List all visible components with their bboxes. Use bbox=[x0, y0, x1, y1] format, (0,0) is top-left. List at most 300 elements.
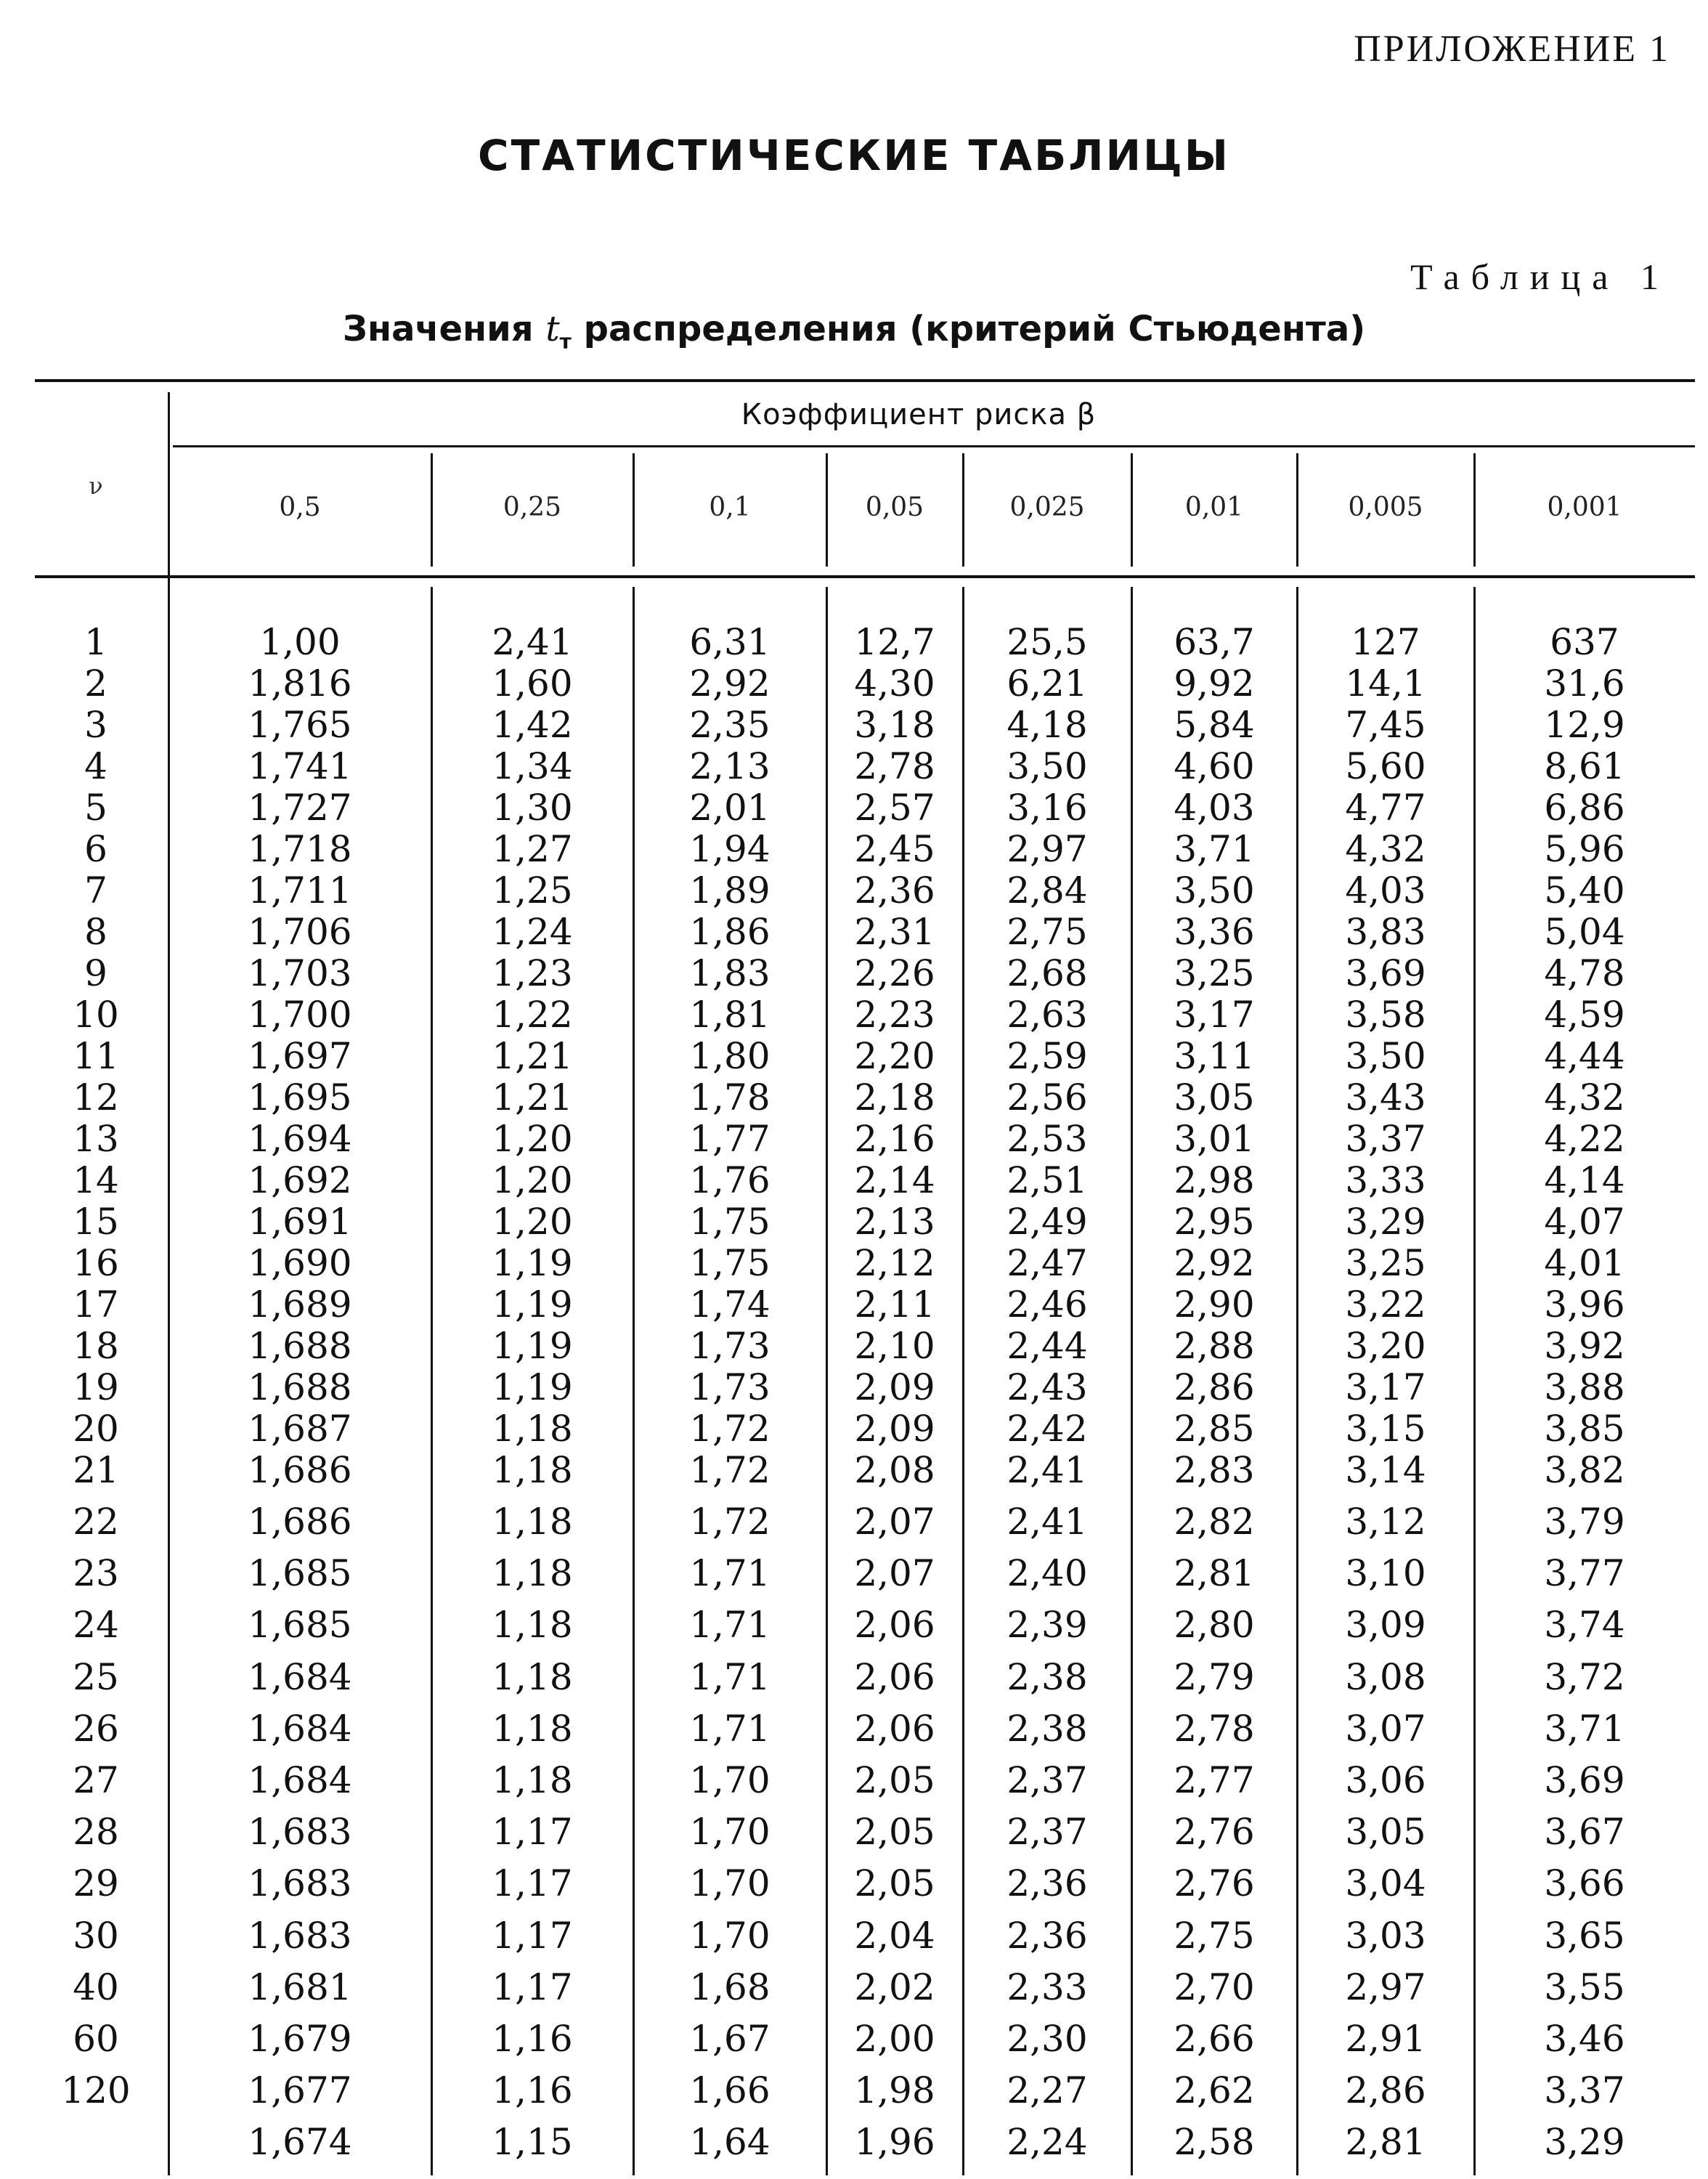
table-cell: 2,66 bbox=[1174, 2018, 1255, 2060]
table-cell: 1,60 bbox=[492, 662, 573, 705]
table-cell: 31,6 bbox=[1544, 662, 1625, 705]
table-cell: 1,19 bbox=[492, 1242, 573, 1284]
table-cell: 2,00 bbox=[854, 2018, 935, 2060]
table-cell: 3,36 bbox=[1174, 911, 1255, 953]
table-cell: 63,7 bbox=[1174, 621, 1255, 663]
table-cell: 1,81 bbox=[689, 994, 770, 1036]
table-cell: 2,47 bbox=[1006, 1242, 1088, 1284]
table-cell: 2,18 bbox=[854, 1076, 935, 1119]
table-cell: 2,80 bbox=[1174, 1604, 1255, 1647]
table-cell: 1,98 bbox=[854, 2069, 935, 2112]
table-cell: 3,05 bbox=[1174, 1076, 1255, 1119]
table-cell: 12,7 bbox=[854, 621, 935, 663]
table-cell: 3,92 bbox=[1544, 1325, 1625, 1367]
risk-coefficient-header: Коэффициент риска β bbox=[741, 398, 1097, 431]
table-cell: 2,10 bbox=[854, 1325, 935, 1367]
table-cell: 2,37 bbox=[1006, 1811, 1088, 1854]
table-cell: 1,67 bbox=[689, 2018, 770, 2060]
table-cell: 1,34 bbox=[492, 745, 573, 787]
table-cell: 2,86 bbox=[1345, 2069, 1426, 2112]
table-cell: 2,62 bbox=[1174, 2069, 1255, 2112]
table-cell: 2,43 bbox=[1006, 1366, 1088, 1408]
table-cell: 3,58 bbox=[1345, 994, 1426, 1036]
table-cell: 2,82 bbox=[1174, 1501, 1255, 1543]
table-cell: 5,40 bbox=[1544, 869, 1625, 912]
table-cell: 1,683 bbox=[248, 1914, 352, 1957]
column-header: 0,005 bbox=[1348, 492, 1423, 522]
appendix-label: ПРИЛОЖЕНИЕ 1 bbox=[1354, 28, 1670, 70]
row-label: 11 bbox=[73, 1035, 119, 1077]
table-cell: 3,25 bbox=[1174, 952, 1255, 994]
caption-text-after: распределения (критерий Стьюдента) bbox=[571, 309, 1366, 349]
table-cell: 3,77 bbox=[1544, 1552, 1625, 1595]
table-cell: 1,89 bbox=[689, 869, 770, 912]
table-cell: 1,75 bbox=[689, 1201, 770, 1243]
table-cell: 1,684 bbox=[248, 1707, 352, 1750]
table-cell: 2,24 bbox=[1006, 2121, 1088, 2164]
table-cell: 2,81 bbox=[1174, 1552, 1255, 1595]
table-cell: 3,10 bbox=[1345, 1552, 1426, 1595]
table-cell: 3,50 bbox=[1174, 869, 1255, 912]
table-cell: 3,29 bbox=[1345, 1201, 1426, 1243]
table-cell: 3,37 bbox=[1544, 2069, 1625, 2112]
table-cell: 2,33 bbox=[1006, 1965, 1088, 2008]
table-cell: 2,49 bbox=[1006, 1201, 1088, 1243]
table-cell: 3,03 bbox=[1345, 1914, 1426, 1957]
table-cell: 3,14 bbox=[1345, 1449, 1426, 1491]
table-cell: 2,78 bbox=[854, 745, 935, 787]
table-cell: 2,07 bbox=[854, 1552, 935, 1595]
table-cell: 4,32 bbox=[1544, 1076, 1625, 1119]
table-cell: 2,58 bbox=[1174, 2121, 1255, 2164]
table-cell: 1,42 bbox=[492, 704, 573, 746]
row-label: 23 bbox=[73, 1552, 119, 1595]
column-header: 0,05 bbox=[865, 492, 924, 522]
row-label: 3 bbox=[84, 704, 107, 746]
table-cell: 3,04 bbox=[1345, 1862, 1426, 1905]
table-cell: 3,07 bbox=[1345, 1707, 1426, 1750]
table-cell: 2,07 bbox=[854, 1501, 935, 1543]
table-cell: 3,67 bbox=[1544, 1811, 1625, 1854]
table-cell: 9,92 bbox=[1174, 662, 1255, 705]
row-label: 12 bbox=[73, 1076, 119, 1119]
table-cell: 3,22 bbox=[1345, 1283, 1426, 1326]
table-cell: 3,11 bbox=[1174, 1035, 1255, 1077]
table-cell: 127 bbox=[1351, 621, 1420, 663]
table-cell: 3,65 bbox=[1544, 1914, 1625, 1957]
table-cell: 3,16 bbox=[1006, 787, 1088, 829]
table-cell: 1,75 bbox=[689, 1242, 770, 1284]
table-cell: 2,23 bbox=[854, 994, 935, 1036]
table-cell: 2,70 bbox=[1174, 1965, 1255, 2008]
table-cell: 2,76 bbox=[1174, 1811, 1255, 1854]
table-cell: 2,84 bbox=[1006, 869, 1088, 912]
column-header: 0,01 bbox=[1184, 492, 1244, 522]
table-cell: 1,25 bbox=[492, 869, 573, 912]
table-cell: 4,01 bbox=[1544, 1242, 1625, 1284]
table-cell: 1,18 bbox=[492, 1604, 573, 1647]
table-cell: 3,29 bbox=[1544, 2121, 1625, 2164]
table-cell: 1,718 bbox=[248, 828, 352, 870]
table-cell: 1,68 bbox=[689, 1965, 770, 2008]
table-cell: 1,684 bbox=[248, 1655, 352, 1698]
table-cell: 1,685 bbox=[248, 1552, 352, 1595]
table-cell: 1,683 bbox=[248, 1811, 352, 1854]
table-cell: 1,96 bbox=[854, 2121, 935, 2164]
table-cell: 2,57 bbox=[854, 787, 935, 829]
table-cell: 2,59 bbox=[1006, 1035, 1088, 1077]
column-header: 0,1 bbox=[709, 492, 751, 522]
table-cell: 1,20 bbox=[492, 1118, 573, 1160]
table-cell: 1,21 bbox=[492, 1035, 573, 1077]
row-label: 17 bbox=[73, 1283, 119, 1326]
table-cell: 1,30 bbox=[492, 787, 573, 829]
table-cell: 3,06 bbox=[1345, 1759, 1426, 1801]
table-cell: 1,71 bbox=[689, 1552, 770, 1595]
table-cell: 12,9 bbox=[1544, 704, 1625, 746]
table-cell: 1,17 bbox=[492, 1965, 573, 2008]
table-cell: 3,82 bbox=[1544, 1449, 1625, 1491]
table-cell: 1,674 bbox=[248, 2121, 352, 2164]
column-header: 0,25 bbox=[503, 492, 562, 522]
table-cell: 3,69 bbox=[1544, 1759, 1625, 1801]
table-cell: 2,88 bbox=[1174, 1325, 1255, 1367]
row-label: 15 bbox=[73, 1201, 119, 1243]
table-cell: 1,20 bbox=[492, 1159, 573, 1201]
table-cell: 1,681 bbox=[248, 1965, 352, 2008]
table-cell: 3,20 bbox=[1345, 1325, 1426, 1367]
table-cell: 2,35 bbox=[689, 704, 770, 746]
table-cell: 1,686 bbox=[248, 1501, 352, 1543]
row-label: 28 bbox=[73, 1811, 119, 1854]
table-cell: 2,92 bbox=[689, 662, 770, 705]
row-label: 27 bbox=[73, 1759, 119, 1801]
table-cell: 2,26 bbox=[854, 952, 935, 994]
table-cell: 2,31 bbox=[854, 911, 935, 953]
table-cell: 1,23 bbox=[492, 952, 573, 994]
table-cell: 1,679 bbox=[248, 2018, 352, 2060]
table-cell: 25,5 bbox=[1006, 621, 1088, 663]
table-cell: 2,40 bbox=[1006, 1552, 1088, 1595]
table-cell: 3,72 bbox=[1544, 1655, 1625, 1698]
table-cell: 2,90 bbox=[1174, 1283, 1255, 1326]
row-label: 18 bbox=[73, 1325, 119, 1367]
table-cell: 1,83 bbox=[689, 952, 770, 994]
table-cell: 1,72 bbox=[689, 1449, 770, 1491]
table-cell: 1,18 bbox=[492, 1408, 573, 1450]
table-cell: 3,74 bbox=[1544, 1604, 1625, 1647]
table-cell: 1,24 bbox=[492, 911, 573, 953]
table-cell: 1,692 bbox=[248, 1159, 352, 1201]
caption-subscript: т bbox=[559, 329, 572, 354]
table-cell: 1,66 bbox=[689, 2069, 770, 2112]
table-cell: 3,09 bbox=[1345, 1604, 1426, 1647]
table-cell: 1,80 bbox=[689, 1035, 770, 1077]
table-cell: 2,04 bbox=[854, 1914, 935, 1957]
row-label: 29 bbox=[73, 1862, 119, 1905]
row-label: 4 bbox=[84, 745, 107, 787]
table-cell: 1,741 bbox=[248, 745, 352, 787]
table-cell: 1,22 bbox=[492, 994, 573, 1036]
table-cell: 2,53 bbox=[1006, 1118, 1088, 1160]
table-cell: 3,96 bbox=[1544, 1283, 1625, 1326]
table-cell: 4,14 bbox=[1544, 1159, 1625, 1201]
table-cell: 1,691 bbox=[248, 1201, 352, 1243]
table-cell: 3,50 bbox=[1345, 1035, 1426, 1077]
table-cell: 1,690 bbox=[248, 1242, 352, 1284]
table-cell: 2,09 bbox=[854, 1408, 935, 1450]
table-cell: 637 bbox=[1550, 621, 1619, 663]
row-label: 20 bbox=[73, 1408, 119, 1450]
table-cell: 2,41 bbox=[1006, 1501, 1088, 1543]
table-cell: 1,677 bbox=[248, 2069, 352, 2112]
table-cell: 2,02 bbox=[854, 1965, 935, 2008]
table-cell: 2,77 bbox=[1174, 1759, 1255, 1801]
table-cell: 1,70 bbox=[689, 1811, 770, 1854]
table-cell: 2,13 bbox=[689, 745, 770, 787]
table-cell: 2,97 bbox=[1345, 1965, 1426, 2008]
column-header: 0,5 bbox=[279, 492, 321, 522]
row-label: 19 bbox=[73, 1366, 119, 1408]
column-header: 0,001 bbox=[1547, 492, 1622, 522]
table-cell: 5,96 bbox=[1544, 828, 1625, 870]
row-label: 24 bbox=[73, 1604, 119, 1647]
table-cell: 3,50 bbox=[1006, 745, 1088, 787]
table-cell: 1,700 bbox=[248, 994, 352, 1036]
table-cell: 1,86 bbox=[689, 911, 770, 953]
table-cell: 3,83 bbox=[1345, 911, 1426, 953]
group-header-rule bbox=[173, 445, 1695, 447]
table-cell: 1,18 bbox=[492, 1552, 573, 1595]
table-cell: 2,36 bbox=[854, 869, 935, 912]
table-cell: 2,06 bbox=[854, 1655, 935, 1698]
table-cell: 5,04 bbox=[1544, 911, 1625, 953]
table-cell: 1,20 bbox=[492, 1201, 573, 1243]
table-cell: 3,18 bbox=[854, 704, 935, 746]
table-cell: 2,30 bbox=[1006, 2018, 1088, 2060]
table-cell: 1,17 bbox=[492, 1914, 573, 1957]
table-cell: 2,38 bbox=[1006, 1707, 1088, 1750]
table-cell: 1,94 bbox=[689, 828, 770, 870]
table-cell: 2,76 bbox=[1174, 1862, 1255, 1905]
row-label: 30 bbox=[73, 1914, 119, 1957]
table-cell: 2,91 bbox=[1345, 2018, 1426, 2060]
table-cell: 2,20 bbox=[854, 1035, 935, 1077]
row-label: 5 bbox=[84, 787, 107, 829]
table-cell: 2,36 bbox=[1006, 1914, 1088, 1957]
table-cell: 8,61 bbox=[1544, 745, 1625, 787]
table-cell: 1,15 bbox=[492, 2121, 573, 2164]
table-cell: 4,60 bbox=[1174, 745, 1255, 787]
table-cell: 3,71 bbox=[1174, 828, 1255, 870]
row-label: 21 bbox=[73, 1449, 119, 1491]
table-cell: 2,05 bbox=[854, 1811, 935, 1854]
table-cell: 2,36 bbox=[1006, 1862, 1088, 1905]
table-cell: 2,92 bbox=[1174, 1242, 1255, 1284]
table-cell: 1,00 bbox=[259, 621, 341, 663]
table-cell: 3,79 bbox=[1544, 1501, 1625, 1543]
table-cell: 2,05 bbox=[854, 1759, 935, 1801]
table-cell: 1,18 bbox=[492, 1707, 573, 1750]
table-cell: 2,75 bbox=[1174, 1914, 1255, 1957]
row-label: 26 bbox=[73, 1707, 119, 1750]
table-cell: 2,44 bbox=[1006, 1325, 1088, 1367]
table-cell: 2,38 bbox=[1006, 1655, 1088, 1698]
degrees-of-freedom-header: ν bbox=[89, 472, 103, 500]
table-cell: 3,12 bbox=[1345, 1501, 1426, 1543]
table-cell: 1,72 bbox=[689, 1408, 770, 1450]
table-cell: 3,17 bbox=[1174, 994, 1255, 1036]
row-label: 1 bbox=[84, 621, 107, 663]
table-caption bbox=[0, 309, 1708, 354]
table-cell: 1,73 bbox=[689, 1366, 770, 1408]
table-cell: 1,21 bbox=[492, 1076, 573, 1119]
table-cell: 2,81 bbox=[1345, 2121, 1426, 2164]
table-cell: 3,43 bbox=[1345, 1076, 1426, 1119]
table-cell: 3,71 bbox=[1544, 1707, 1625, 1750]
table-cell: 1,687 bbox=[248, 1408, 352, 1450]
table-cell: 4,32 bbox=[1345, 828, 1426, 870]
row-label: 2 bbox=[84, 662, 107, 705]
table-number-label: Таблица 1 bbox=[1410, 256, 1670, 297]
table-cell: 1,711 bbox=[248, 869, 352, 912]
table-cell: 4,78 bbox=[1544, 952, 1625, 994]
page-title: СТАТИСТИЧЕСКИЕ ТАБЛИЦЫ bbox=[478, 131, 1230, 180]
table-cell: 3,69 bbox=[1345, 952, 1426, 994]
table-cell: 1,27 bbox=[492, 828, 573, 870]
table-cell: 1,688 bbox=[248, 1325, 352, 1367]
table-cell: 4,59 bbox=[1544, 994, 1625, 1036]
table-top-rule bbox=[35, 379, 1695, 382]
caption-symbol: t bbox=[545, 309, 560, 349]
table-cell: 1,77 bbox=[689, 1118, 770, 1160]
table-cell: 1,19 bbox=[492, 1325, 573, 1367]
table-cell: 1,686 bbox=[248, 1449, 352, 1491]
table-cell: 1,74 bbox=[689, 1283, 770, 1326]
table-cell: 1,17 bbox=[492, 1862, 573, 1905]
table-cell: 2,14 bbox=[854, 1159, 935, 1201]
table-cell: 1,694 bbox=[248, 1118, 352, 1160]
table-cell: 2,39 bbox=[1006, 1604, 1088, 1647]
table-cell: 1,18 bbox=[492, 1449, 573, 1491]
table-cell: 1,684 bbox=[248, 1759, 352, 1801]
table-cell: 5,60 bbox=[1345, 745, 1426, 787]
table-cell: 6,21 bbox=[1006, 662, 1088, 705]
table-cell: 3,15 bbox=[1345, 1408, 1426, 1450]
table-cell: 1,19 bbox=[492, 1283, 573, 1326]
row-label: 22 bbox=[73, 1501, 119, 1543]
table-cell: 1,16 bbox=[492, 2069, 573, 2112]
row-label: 14 bbox=[73, 1159, 119, 1201]
table-cell: 2,13 bbox=[854, 1201, 935, 1243]
table-cell: 2,41 bbox=[492, 621, 573, 663]
column-header: 0,025 bbox=[1009, 492, 1085, 522]
table-cell: 2,56 bbox=[1006, 1076, 1088, 1119]
row-label: 60 bbox=[73, 2018, 119, 2060]
table-cell: 1,683 bbox=[248, 1862, 352, 1905]
table-cell: 1,70 bbox=[689, 1862, 770, 1905]
table-cell: 2,85 bbox=[1174, 1408, 1255, 1450]
table-cell: 2,06 bbox=[854, 1707, 935, 1750]
table-cell: 2,86 bbox=[1174, 1366, 1255, 1408]
row-label: 40 bbox=[73, 1965, 119, 2008]
table-cell: 3,66 bbox=[1544, 1862, 1625, 1905]
table-cell: 1,706 bbox=[248, 911, 352, 953]
table-cell: 1,73 bbox=[689, 1325, 770, 1367]
table-cell: 1,17 bbox=[492, 1811, 573, 1854]
table-cell: 2,27 bbox=[1006, 2069, 1088, 2112]
table-cell: 2,45 bbox=[854, 828, 935, 870]
table-cell: 1,71 bbox=[689, 1707, 770, 1750]
table-cell: 1,76 bbox=[689, 1159, 770, 1201]
table-cell: 3,88 bbox=[1544, 1366, 1625, 1408]
table-cell: 2,08 bbox=[854, 1449, 935, 1491]
table-cell: 1,816 bbox=[248, 662, 352, 705]
row-label: 6 bbox=[84, 828, 107, 870]
table-cell: 1,71 bbox=[689, 1655, 770, 1698]
table-cell: 1,16 bbox=[492, 2018, 573, 2060]
table-cell: 2,78 bbox=[1174, 1707, 1255, 1750]
table-cell: 4,03 bbox=[1345, 869, 1426, 912]
row-label: 120 bbox=[61, 2069, 131, 2112]
table-cell: 3,01 bbox=[1174, 1118, 1255, 1160]
table-cell: 2,11 bbox=[854, 1283, 935, 1326]
table-cell: 1,18 bbox=[492, 1759, 573, 1801]
table-cell: 3,85 bbox=[1544, 1408, 1625, 1450]
table-cell: 2,79 bbox=[1174, 1655, 1255, 1698]
table-cell: 1,70 bbox=[689, 1914, 770, 1957]
table-cell: 3,05 bbox=[1345, 1811, 1426, 1854]
table-cell: 1,689 bbox=[248, 1283, 352, 1326]
table-cell: 4,77 bbox=[1345, 787, 1426, 829]
table-cell: 2,83 bbox=[1174, 1449, 1255, 1491]
row-label: 16 bbox=[73, 1242, 119, 1284]
table-cell: 3,17 bbox=[1345, 1366, 1426, 1408]
caption-text-before: Значения bbox=[342, 309, 546, 349]
table-cell: 2,41 bbox=[1006, 1449, 1088, 1491]
table-cell: 1,765 bbox=[248, 704, 352, 746]
table-cell: 6,31 bbox=[689, 621, 770, 663]
table-cell: 4,18 bbox=[1006, 704, 1088, 746]
table-cell: 4,07 bbox=[1544, 1201, 1625, 1243]
table-cell: 2,98 bbox=[1174, 1159, 1255, 1201]
table-cell: 14,1 bbox=[1345, 662, 1426, 705]
table-cell: 1,695 bbox=[248, 1076, 352, 1119]
table-cell: 2,16 bbox=[854, 1118, 935, 1160]
table-cell: 1,64 bbox=[689, 2121, 770, 2164]
row-label: 8 bbox=[84, 911, 107, 953]
table-cell: 2,95 bbox=[1174, 1201, 1255, 1243]
table-cell: 2,63 bbox=[1006, 994, 1088, 1036]
table-cell: 3,46 bbox=[1544, 2018, 1625, 2060]
header-bottom-rule bbox=[35, 575, 1695, 578]
table-cell: 2,46 bbox=[1006, 1283, 1088, 1326]
table-cell: 1,78 bbox=[689, 1076, 770, 1119]
table-cell: 1,71 bbox=[689, 1604, 770, 1647]
table-cell: 1,685 bbox=[248, 1604, 352, 1647]
table-cell: 1,697 bbox=[248, 1035, 352, 1077]
row-label: 10 bbox=[73, 994, 119, 1036]
table-cell: 2,68 bbox=[1006, 952, 1088, 994]
table-cell: 1,70 bbox=[689, 1759, 770, 1801]
table-cell: 1,19 bbox=[492, 1366, 573, 1408]
table-cell: 3,37 bbox=[1345, 1118, 1426, 1160]
row-label: 9 bbox=[84, 952, 107, 994]
table-cell: 2,09 bbox=[854, 1366, 935, 1408]
table-cell: 1,688 bbox=[248, 1366, 352, 1408]
table-cell: 4,03 bbox=[1174, 787, 1255, 829]
table-cell: 3,25 bbox=[1345, 1242, 1426, 1284]
